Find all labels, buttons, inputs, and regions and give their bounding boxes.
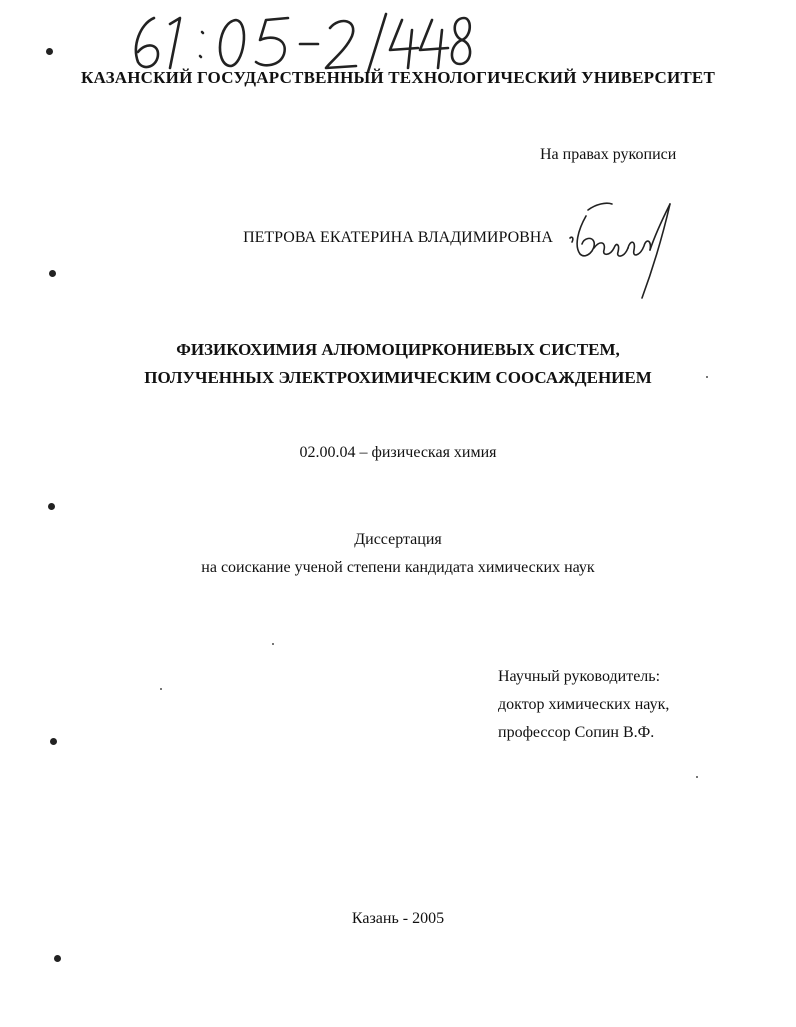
advisor-degree: доктор химических наук,: [498, 696, 670, 713]
university-name: КАЗАНСКИЙ ГОСУДАРСТВЕННЫЙ ТЕХНОЛОГИЧЕСКИЙ УНИВЕРСИТЕТ: [81, 68, 715, 87]
author-name: ПЕТРОВА ЕКАТЕРИНА ВЛАДИМИРОВНА: [243, 229, 553, 246]
specialty-code: 02.00.04 – физическая химия: [299, 444, 497, 461]
dissertation-label: Диссертация: [354, 531, 442, 548]
advisor-label: Научный руководитель:: [498, 668, 661, 685]
degree-statement: на соискание ученой степени кандидата химических наук: [201, 559, 595, 576]
binding-hole-mark: [50, 738, 57, 745]
scan-speck: [696, 776, 698, 778]
title-line-1: ФИЗИКОХИМИЯ АЛЮМОЦИРКОНИЕВЫХ СИСТЕМ,: [176, 340, 620, 359]
binding-hole-mark: [49, 270, 56, 277]
dissertation-title: [0, 336, 796, 392]
title-line-2: ПОЛУЧЕННЫХ ЭЛЕКТРОХИМИЧЕСКИМ СООСАЖДЕНИЕМ: [144, 368, 652, 387]
binding-hole-mark: [46, 48, 53, 55]
binding-hole-mark: [54, 955, 61, 962]
scan-speck: [706, 376, 708, 378]
dissertation-type: [0, 526, 796, 582]
scientific-advisor: [498, 663, 758, 747]
handwritten-signature: [566, 190, 686, 302]
scan-speck: [160, 688, 162, 690]
binding-hole-mark: [48, 503, 55, 510]
scan-speck: [272, 643, 274, 645]
city-year: Казань - 2005: [351, 910, 445, 927]
rights-note: На правах рукописи: [540, 146, 677, 163]
advisor-name: профессор Сопин В.Ф.: [498, 724, 655, 741]
